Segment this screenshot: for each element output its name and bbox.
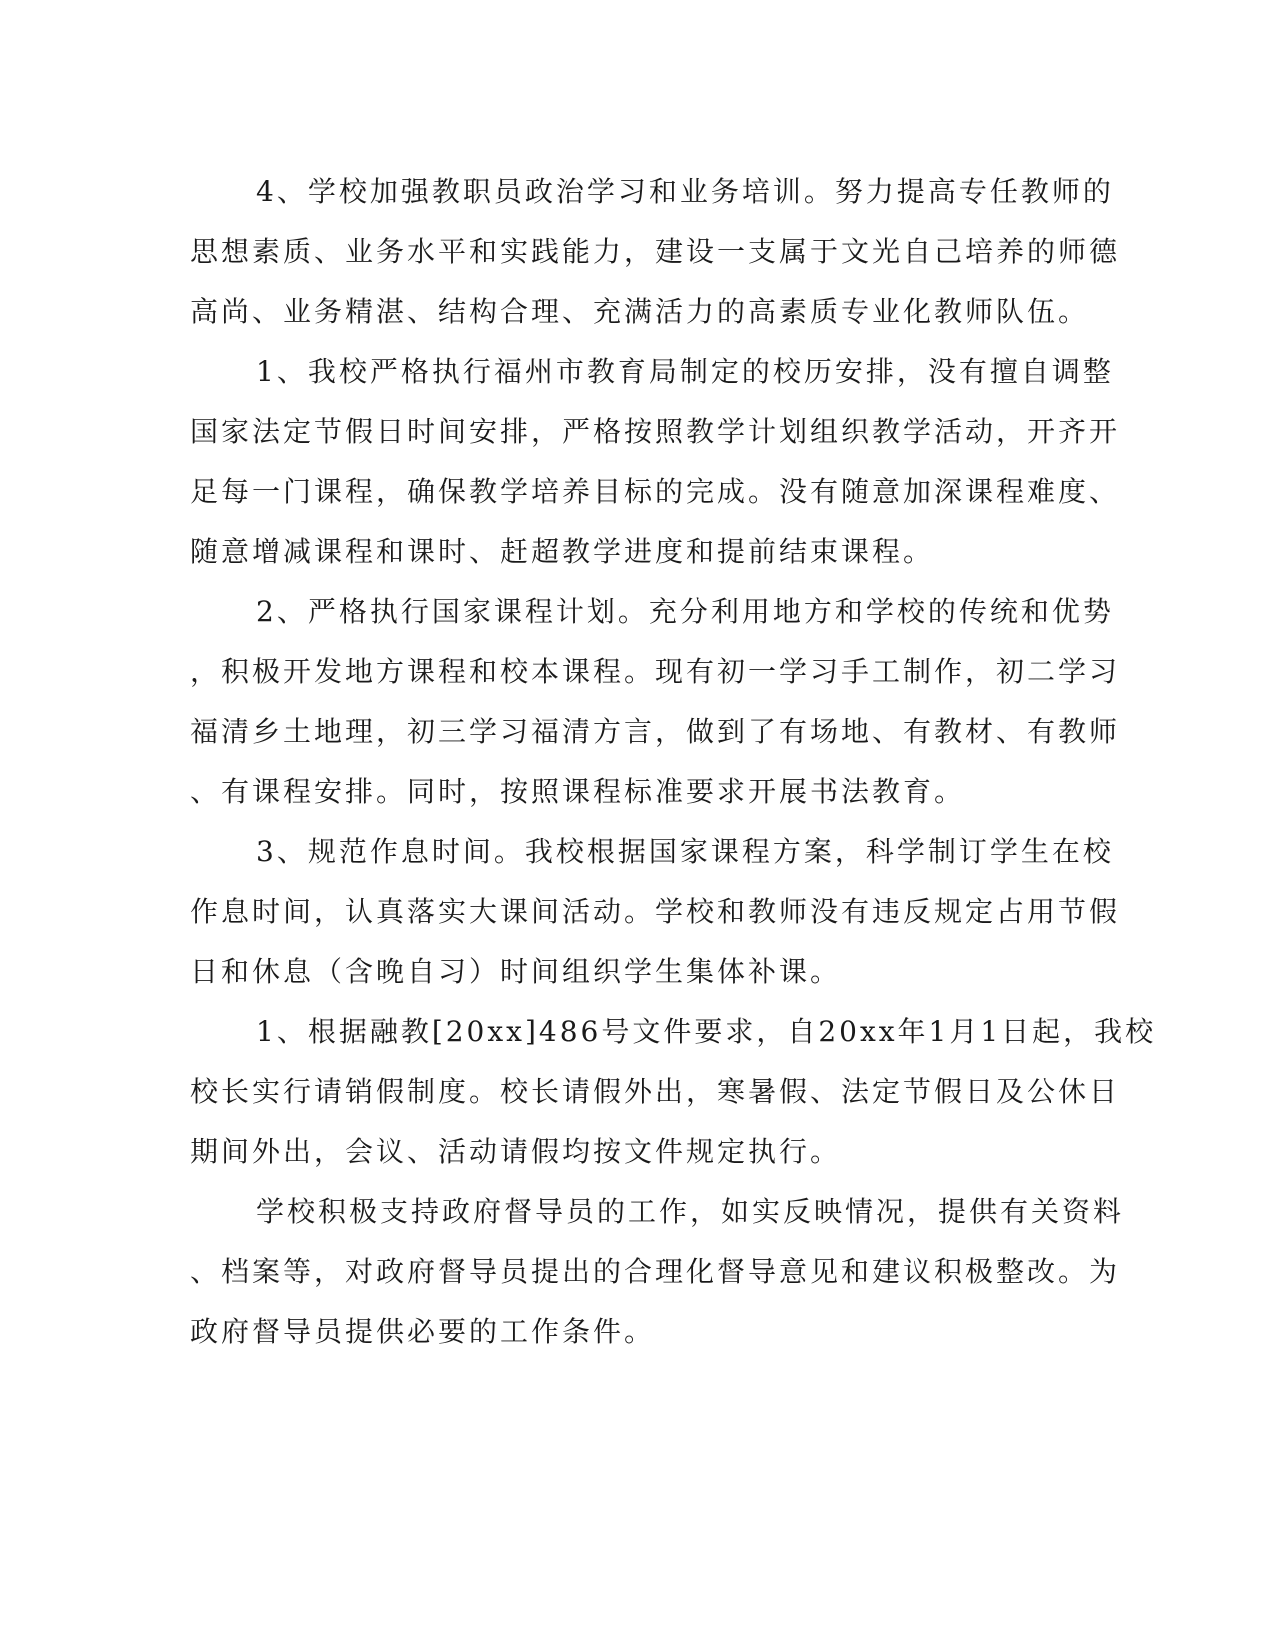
paragraph-line: 福清乡土地理，初三学习福清方言，做到了有场地、有教材、有教师 <box>190 715 1121 748</box>
paragraph-line: 2、严格执行国家课程计划。充分利用地方和学校的传统和优势 <box>256 595 1114 628</box>
paragraph-line: 3、规范作息时间。我校根据国家课程方案，科学制订学生在校 <box>256 835 1114 868</box>
paragraph-line: 4、学校加强教职员政治学习和业务培训。努力提高专任教师的 <box>256 175 1114 208</box>
paragraph-school-calendar <box>190 342 1121 582</box>
document-body <box>190 162 1157 1362</box>
paragraph-teacher-training <box>190 162 1121 342</box>
paragraph-line: 1、根据融教[20xx]486号文件要求，自20xx年1月1日起，我校 <box>256 1015 1157 1048</box>
paragraph-line: 高尚、业务精湛、结构合理、充满活力的高素质专业化教师队伍。 <box>190 295 1090 328</box>
paragraph-line: 随意增减课程和课时、赶超教学进度和提前结束课程。 <box>190 535 935 568</box>
paragraph-line: 政府督导员提供必要的工作条件。 <box>190 1315 656 1348</box>
paragraph-curriculum-plan <box>190 582 1121 822</box>
paragraph-schedule <box>190 822 1121 1002</box>
paragraph-line: 日和休息（含晚自习）时间组织学生集体补课。 <box>190 955 842 988</box>
paragraph-line: 期间外出，会议、活动请假均按文件规定执行。 <box>190 1135 842 1168</box>
paragraph-line: 国家法定节假日时间安排，严格按照教学计划组织教学活动，开齐开 <box>190 415 1121 448</box>
paragraph-line: 1、我校严格执行福州市教育局制定的校历安排，没有擅自调整 <box>256 355 1114 388</box>
paragraph-line: 校长实行请销假制度。校长请假外出，寒暑假、法定节假日及公休日 <box>190 1075 1121 1108</box>
paragraph-line: 、档案等，对政府督导员提出的合理化督导意见和建议积极整改。为 <box>190 1255 1121 1288</box>
paragraph-leave-system <box>190 1002 1157 1182</box>
paragraph-supervision <box>190 1182 1125 1362</box>
paragraph-line: ，积极开发地方课程和校本课程。现有初一学习手工制作，初二学习 <box>190 655 1121 688</box>
paragraph-line: 作息时间，认真落实大课间活动。学校和教师没有违反规定占用节假 <box>190 895 1121 928</box>
paragraph-line: 足每一门课程，确保教学培养目标的完成。没有随意加深课程难度、 <box>190 475 1121 508</box>
paragraph-line: 学校积极支持政府督导员的工作，如实反映情况，提供有关资料 <box>256 1195 1125 1228</box>
paragraph-line: 、有课程安排。同时，按照课程标准要求开展书法教育。 <box>190 775 966 808</box>
paragraph-line: 思想素质、业务水平和实践能力，建设一支属于文光自己培养的师德 <box>190 235 1121 268</box>
